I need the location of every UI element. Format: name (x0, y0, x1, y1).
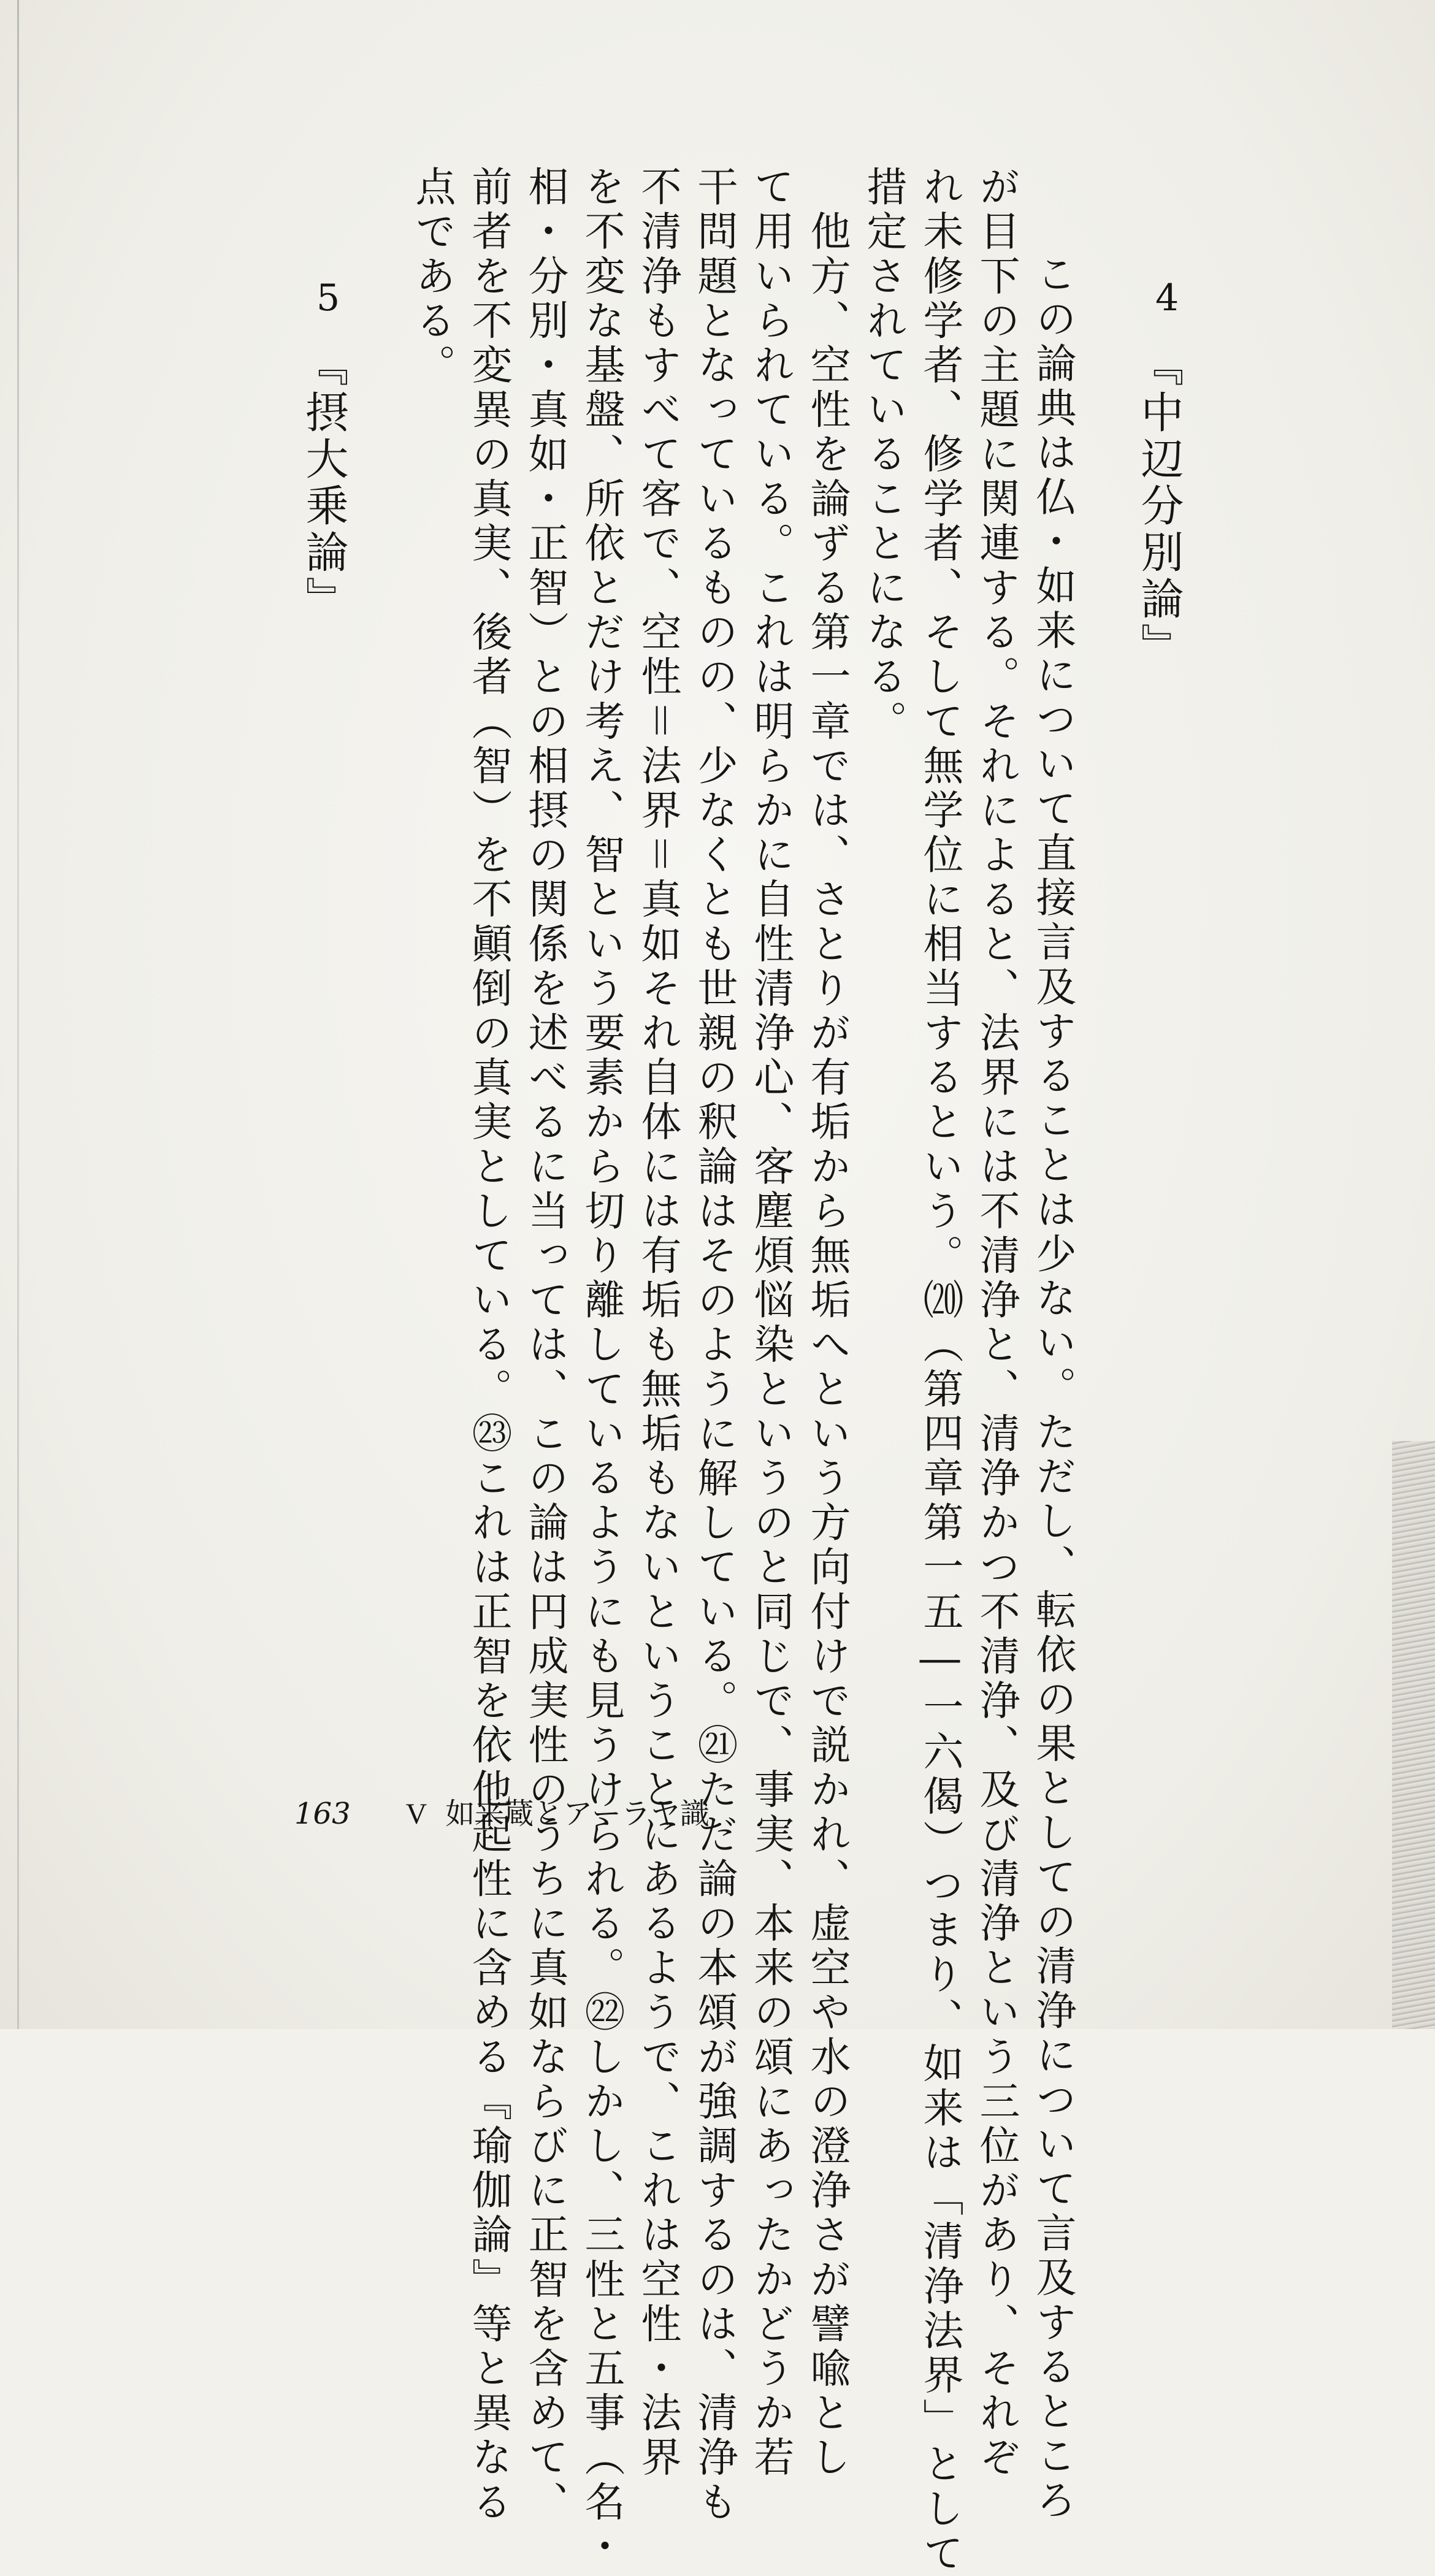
body-line: 措定されていることになる。 (860, 166, 907, 744)
page-number: 163 (294, 1797, 351, 1831)
running-footer (294, 1797, 710, 1832)
body-line: 他方、空性を論ずる第一章では、さとりが有垢から無垢へという方向付けで説かれ、虚空や水の澄浄さが譬喩とし (803, 166, 851, 2481)
body-line: 干問題となっているものの、少なくとも世親の釈論はそのように解している。㉑ただ論の本頌が強調するのは、清浄も (691, 166, 738, 2525)
section-4-number: 4 (1155, 277, 1179, 319)
scan-page-edge-noise (1392, 1441, 1435, 2029)
chapter-roman-numeral: V (405, 1798, 427, 1830)
body-line: が目下の主題に関連する。それによると、法界には不清浄と、清浄かつ不清浄、及び清浄という三位があり、それぞ (973, 166, 1020, 2481)
section-5-title: 『摂大乗論』 (299, 343, 349, 623)
chapter-title: 如来蔵とアーラヤ識 (445, 1797, 710, 1831)
body-line: を不変な基盤、所依とだけ考え、智という要素から切り離しているようにも見うけられる。㉒しかし、三性と五事（名・ (578, 166, 625, 2570)
body-line: 相・分別・真如・正智）との相摂の関係を述べるに当っては、この論は円成実性のうちに真如ならびに正智を含めて、 (521, 166, 568, 2525)
body-line: れ未修学者、修学者、そして無学位に相当するという。⒇（第四章第一五―一六偈）つまり、如来は「清浄法界」として (916, 166, 963, 2576)
body-line: 不清浄もすべて客で、空性＝法界＝真如それ自体には有垢も無垢もないということにあるようで、これは空性・法界 (634, 166, 681, 2481)
section-5-number: 5 (316, 277, 340, 319)
body-line: 点である。 (408, 166, 456, 388)
section-4-title: 『中辺分別論』 (1134, 343, 1184, 670)
body-line: て用いられている。これは明らかに自性清浄心、客塵煩悩染というのと同じで、事実、本来の頌にあったかどうか若 (747, 166, 794, 2481)
body-line: この論典は仏・如来について直接言及することは少ない。ただし、転依の果としての清浄について言及するところ (1029, 208, 1076, 2524)
scan-binding-edge (17, 0, 19, 2029)
body-line: 前者を不変異の真実、後者（智）を不顚倒の真実としている。㉓これは正智を依他起性に含める『瑜伽論』等と異なる (465, 166, 512, 2525)
